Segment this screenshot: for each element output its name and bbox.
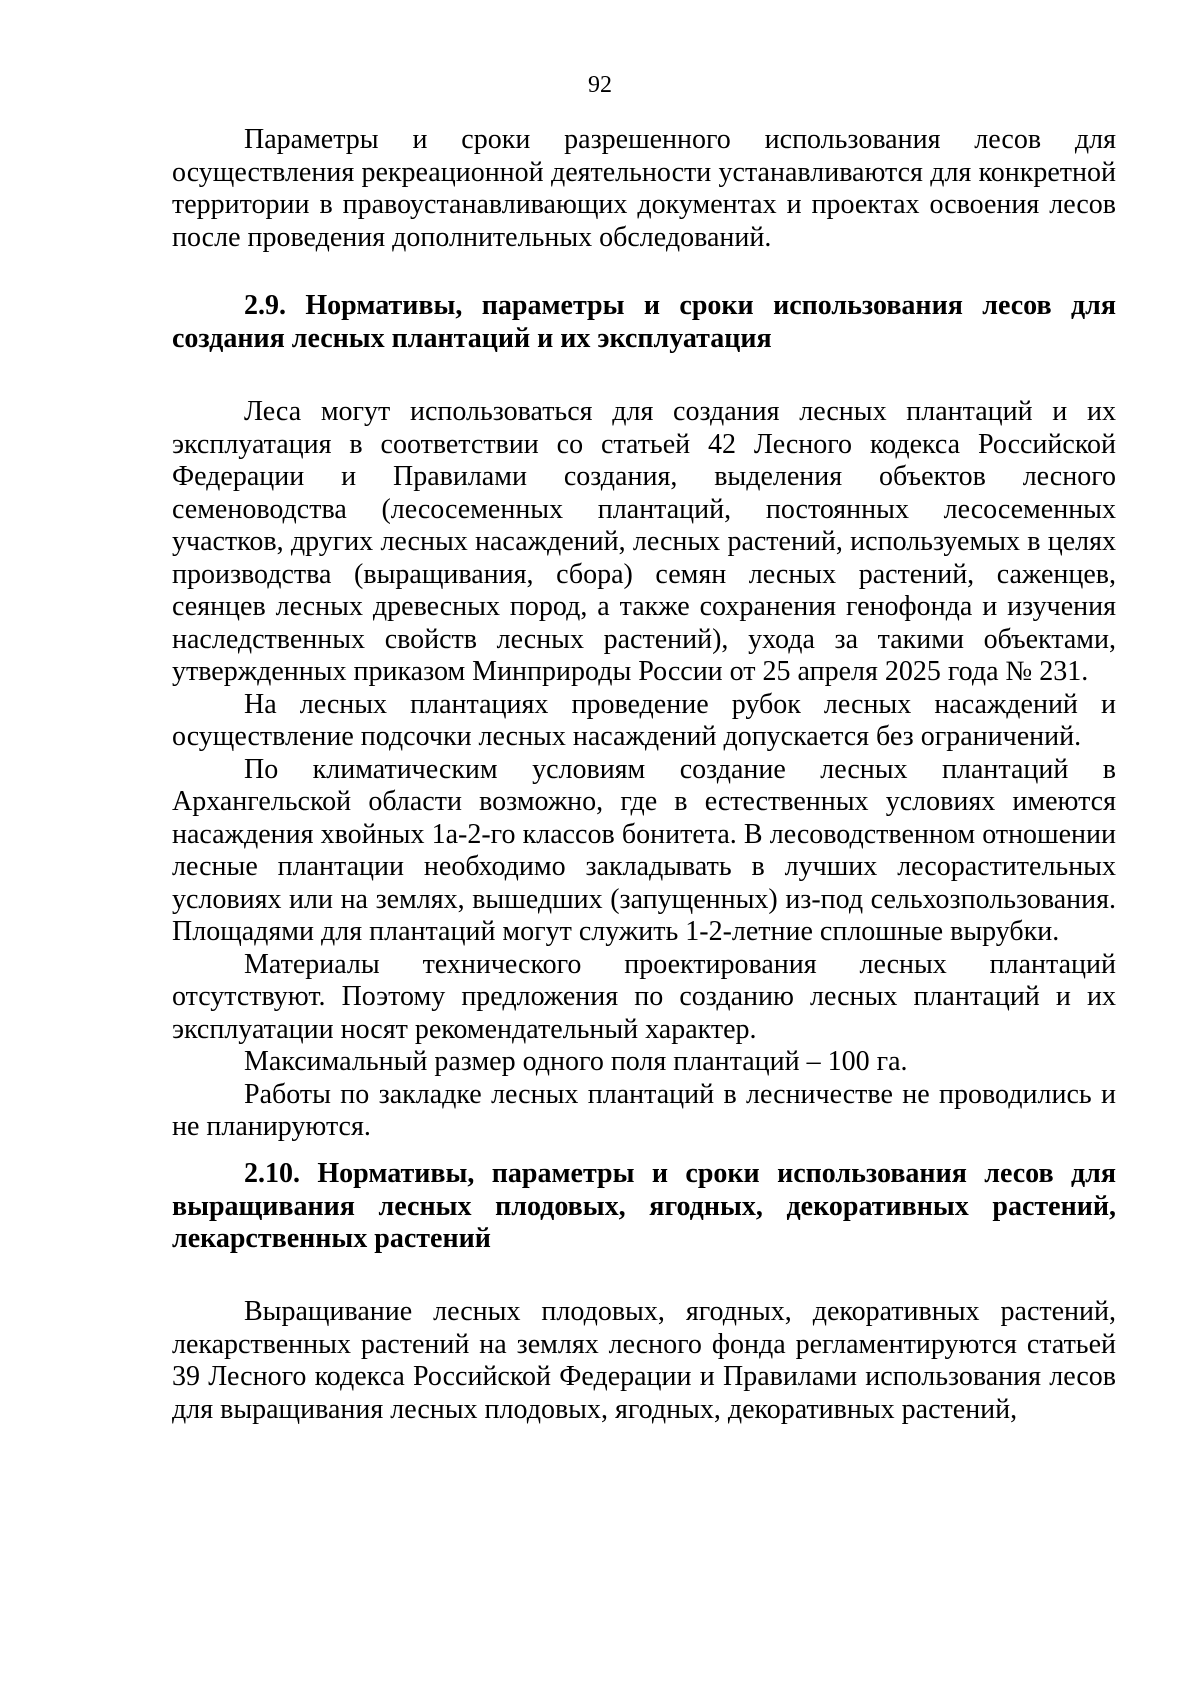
paragraph: Работы по закладке лесных плантаций в лесничестве не проводились и не планируются. [172, 1078, 1116, 1142]
intro-text [172, 124, 1116, 254]
page-number: 92 [588, 72, 612, 98]
paragraph: Максимальный размер одного поля плантаций – 100 га. [244, 1046, 908, 1077]
paragraph: Материалы технического проектирования лесных плантаций отсутствуют. Поэтому предложения по созданию лесных плантаций и их эксплуатации носят рекомендательный характер. [172, 948, 1116, 1045]
section-heading-2-9: 2.9. Нормативы, параметры и сроки использования лесов для создания лесных плантаций и их эксплуатация [172, 290, 1116, 354]
paragraph: Леса могут использоваться для создания лесных плантаций и их эксплуатация в соответствии со статьей 42 Лесного кодекса Российской Федерации и Правилами создания, выделения объектов лесного семеноводства (лесосеменных плантаций, постоянных лесосеменных участков, других лесных насаждений, лесных растений, используемых в целях производства (выращивания, сбора) семян лесных растений, саженцев, сеянцев лесных древесных пород, а также сохранения генофонда и изучения наследственных свойств лесных растений), ухода за такими объектами, утвержденных приказом Минприроды России от 25 апреля 2025 года № 231. [172, 396, 1116, 687]
section-heading-2-10: 2.10. Нормативы, параметры и сроки использования лесов для выращивания лесных плодовых, ягодных, декоративных растений, лекарственных растений [172, 1158, 1116, 1254]
paragraph: На лесных плантациях проведение рубок лесных насаждений и осуществление подсочки лесных насаждений допускается без ограничений. [172, 688, 1116, 752]
paragraph: Выращивание лесных плодовых, ягодных, декоративных растений, лекарственных растений на землях лесного фонда регламентируются статьей 39 Лесного кодекса Российской Федерации и Правилами использования лесов для выращивания лесных плодовых, ягодных, декоративных растений, [172, 1296, 1116, 1425]
section-2-9-body [172, 396, 1116, 1144]
paragraph: По климатическим условиям создание лесных плантаций в Архангельской области возможно, где в естественных условиях имеются насаждения хвойных 1а-2-го классов бонитета. В лесоводственном отношении лесные плантации необходимо закладывать в лучших лесорастительных условиях или на землях, вышедших (запущенных) из-под сельхозпользования. Площадями для плантаций могут служить 1-2-летние сплошные вырубки. [172, 753, 1116, 947]
section-2-10-body [172, 1296, 1116, 1426]
paragraph: Параметры и сроки разрешенного использования лесов для осуществления рекреационной деятельности устанавливаются для конкретной территории в правоустанавливающих документах и проектах освоения лесов после проведения дополнительных обследований. [172, 124, 1116, 253]
